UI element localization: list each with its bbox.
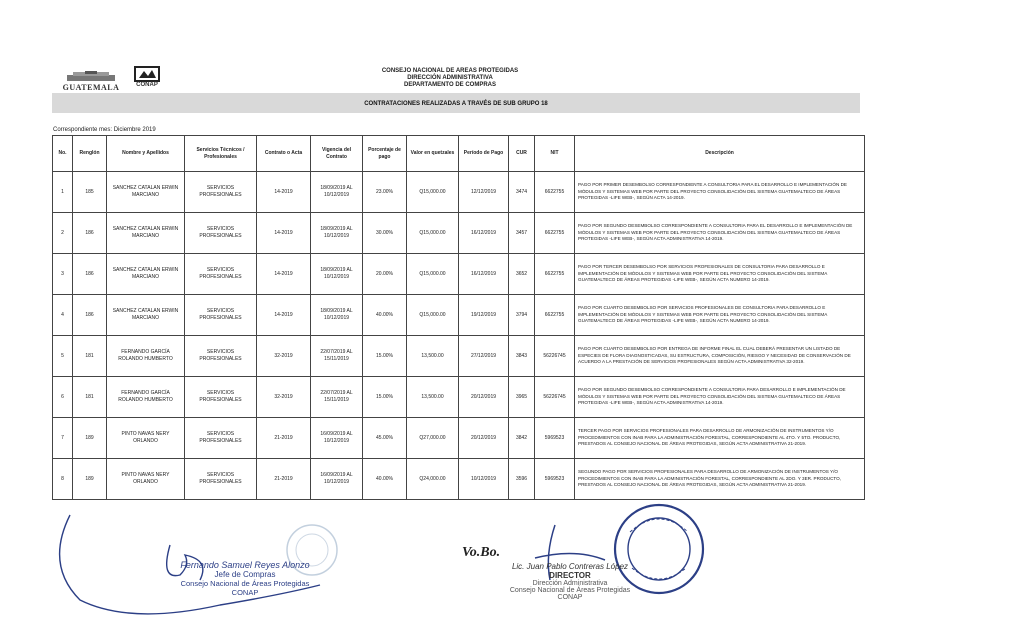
title-band [52,93,860,113]
description-cell: TERCER PAGO POR SERVICIOS PROFESIONALES PARA DESARROLLO DE ARMONIZACIÓN DE INSTRUMENTOS Y/O PROCEDIMIENTOS CON INAB PARA LA ADMINISTRACIÓN FORESTAL, CORRESPONDIENTE AL 4TO. Y 5TO. PRODUCTO, PRESTADOS AL CONSEJO NACIONAL DE ÁREAS PROTEGIDAS, SEGÚN ACTA ADMINISTRATIVA 21-2019. [575,418,865,459]
service-cell: SERVICIOS PROFESIONALES [185,459,257,500]
payment-date-cell: 16/12/2019 [459,213,509,254]
name-cell: FERNANDO GARCÍA ROLANDO HUMBERTO [107,336,185,377]
row-number: 8 [53,459,73,500]
guatemala-logo [62,68,120,92]
description-cell: PAGO POR PRIMER DESEMBOLSO CORRESPONDIENTE A CONSULTORIA PARA EL DESARROLLO E IMPLEMENTACIÓN DE MÓDULOS Y SISTEMAS WEB POR PARTE DEL PROYECTO CONSOLIDACIÓN DEL SISTEMA GUATEMALTECO DE ÁREAS PROTEGIDAS -LIFE WEB-, SEGÚN ACTA 14-2019. [575,172,865,213]
name-cell: PINTO NAVAS NERY ORLANDO [107,459,185,500]
renglon-cell: 186 [73,254,107,295]
contract-cell: 32-2019 [257,336,311,377]
validity-cell: 22/07/2019 AL 15/11/2019 [311,377,363,418]
table-body [53,172,865,500]
contract-cell: 14-2019 [257,172,311,213]
amount-cell: Q24,000.00 [407,459,459,500]
col-header: No. [53,136,73,172]
percentage-cell: 23.00% [363,172,407,213]
service-cell: SERVICIOS PROFESIONALES [185,377,257,418]
description-cell: PAGO POR TERCER DESEMBOLSO POR SERVICIOS PROFESIONALES DE CONSULTORIA PARA DESARROLLO E IMPLEMENTACIÓN DE MÓDULOS Y SISTEMAS WEB POR PARTE DEL PROYECTO CONSOLIDACIÓN DEL SISTEMA GUATEMALTECO DE ÁREAS PROTEGIDAS -LIFE WEB-, SEGÚN ACTA NUMERO 14-2019. [575,254,865,295]
logo-area [62,66,164,92]
row-number: 3 [53,254,73,295]
payment-date-cell: 20/12/2019 [459,377,509,418]
cur-cell: 3965 [509,377,535,418]
name-cell: SANCHEZ CATALAN ERWIN MARCIANO [107,172,185,213]
right-signer-name: Lic. Juan Pablo Contreras López [511,562,629,571]
left-signer-role: Jefe de Compras [214,570,276,579]
validity-cell: 16/09/2019 AL 10/12/2019 [311,459,363,500]
amount-cell: Q27,000.00 [407,418,459,459]
table-row [53,459,865,500]
guatemala-logo-text: GUATEMALA [62,83,120,92]
amount-cell: Q15,000.00 [407,254,459,295]
cur-cell: 3794 [509,295,535,336]
nit-cell: 56226745 [535,336,575,377]
conap-logo-text: CONAP [136,82,158,88]
payment-date-cell: 12/12/2019 [459,172,509,213]
renglon-cell: 189 [73,418,107,459]
right-signer-org-short: CONAP [557,594,583,601]
row-number: 5 [53,336,73,377]
right-signer-dept: Dirección Administrativa [532,580,608,587]
conap-logo [130,66,164,92]
cur-cell: 3596 [509,459,535,500]
right-signature-block [490,562,650,601]
nit-cell: 5969523 [535,459,575,500]
amount-cell: Q15,000.00 [407,172,459,213]
cur-cell: 3842 [509,418,535,459]
cur-cell: 3652 [509,254,535,295]
validity-cell: 22/07/2019 AL 15/11/2019 [311,336,363,377]
left-signer-name: Fernando Samuel Reyes Alonzo [180,560,310,570]
description-cell: PAGO POR CUARTO DESEMBOLSO POR ENTREGA DE INFORME FINAL EL CUAL DEBERÁ PRESENTAR UN LISTADO DE ESPECIES DE FLORA DIAGNOSTICADAS, SU ESTRUCTURA, COMPOSICIÓN, RIESGO Y NECESIDAD DE CONSERVACIÓN DE ACUERDO A LA PRESTACIÓN DE SERVICIOS PROFESIONALES SEGÚN ACTA ADMINISTRATIVA 32-2019. [575,336,865,377]
validity-cell: 18/09/2019 AL 10/12/2019 [311,213,363,254]
percentage-cell: 30.00% [363,213,407,254]
payment-date-cell: 19/12/2019 [459,295,509,336]
contract-cell: 21-2019 [257,418,311,459]
name-cell: SANCHEZ CATALAN ERWIN MARCIANO [107,213,185,254]
service-cell: SERVICIOS PROFESIONALES [185,213,257,254]
payment-date-cell: 27/12/2019 [459,336,509,377]
percentage-cell: 45.00% [363,418,407,459]
payment-date-cell: 16/12/2019 [459,254,509,295]
description-cell: PAGO POR SEGUNDO DESEMBOLSO CORRESPONDIENTE A CONSULTORIA PARA DESARROLLO E IMPLEMENTACIÓN DE MÓDULOS Y SISTEMAS WEB POR PARTE DEL PROYECTO CONSOLIDACIÓN DEL SISTEMA GUATEMALTECO DE ÁREAS PROTEGIDAS -LIFE WEB-, SEGÚN ACTA ADMINISTRATIVA 14-2019. [575,377,865,418]
percentage-cell: 20.00% [363,254,407,295]
percentage-cell: 40.00% [363,459,407,500]
col-header: NIT [535,136,575,172]
col-header: Valor en quetzales [407,136,459,172]
name-cell: FERNANDO GARCÍA ROLANDO HUMBERTO [107,377,185,418]
row-number: 4 [53,295,73,336]
col-header: CUR [509,136,535,172]
service-cell: SERVICIOS PROFESIONALES [185,254,257,295]
report-title: CONTRATACIONES REALIZADAS A TRAVÉS DE SUB GRUPO 18 [364,101,548,107]
nit-cell: 5969523 [535,418,575,459]
table-row [53,295,865,336]
table-row [53,336,865,377]
payment-date-cell: 10/12/2019 [459,459,509,500]
percentage-cell: 15.00% [363,336,407,377]
description-cell: PAGO POR SEGUNDO DESEMBOLSO CORRESPONDIENTE A CONSULTORIA PARA EL DESARROLLO E IMPLEMENTACIÓN DE MÓDULOS Y SISTEMAS WEB POR PARTE DEL PROYECTO CONSOLIDACIÓN DEL SISTEMA GUATEMALTECO DE ÁREAS PROTEGIDAS -LIFE WEB-, SEGÚN ACTA ADMINISTRATIVA 14-2019. [575,213,865,254]
cur-cell: 3474 [509,172,535,213]
payment-date-cell: 20/12/2019 [459,418,509,459]
nit-cell: 6622755 [535,213,575,254]
nit-cell: 56226745 [535,377,575,418]
percentage-cell: 15.00% [363,377,407,418]
cur-cell: 3457 [509,213,535,254]
validity-cell: 18/09/2019 AL 10/12/2019 [311,295,363,336]
contract-cell: 32-2019 [257,377,311,418]
renglon-cell: 185 [73,172,107,213]
renglon-cell: 189 [73,459,107,500]
header-department: DEPARTAMENTO DE COMPRAS [403,82,496,88]
contracts-table [52,135,865,500]
validity-cell: 18/09/2019 AL 10/12/2019 [311,172,363,213]
report-period: Correspondiente mes: Diciembre 2019 [53,127,156,133]
validity-cell: 16/09/2019 AL 10/12/2019 [311,418,363,459]
contract-cell: 14-2019 [257,213,311,254]
name-cell: PINTO NAVAS NERY ORLANDO [107,418,185,459]
description-cell: SEGUNDO PAGO POR SERVICIOS PROFESIONALES PARA DESARROLLO DE ARMONIZACIÓN DE INSTRUMENTOS Y/O PROCEDIMIENTOS CON INAB PARA LA ADMINISTRACIÓN FORESTAL, CORRESPONDIENTE AL 2DO. Y 3ER. PRODUCTO, PRESTADOS AL CONSEJO NACIONAL DE ÁREAS PROTEGIDAS, SEGÚN ACTA ADMINISTRATIVA 21-2019. [575,459,865,500]
table-row [53,213,865,254]
description-cell: PAGO POR CUARTO DESEMBOLSO POR SERVICIOS PROFESIONALES DE CONSULTORIA PARA DESARROLLO E IMPLEMENTACIÓN DE MÓDULOS Y SISTEMAS WEB POR PARTE DEL PROYECTO CONSOLIDACIÓN DEL SISTEMA GUATEMALTECO DE ÁREAS PROTEGIDAS -LIFE WEB-, SEGÚN ACTA NUMERO 14-2019. [575,295,865,336]
name-cell: SANCHEZ CATALAN ERWIN MARCIANO [107,254,185,295]
contract-cell: 21-2019 [257,459,311,500]
table-row [53,377,865,418]
right-signer-org: Consejo Nacional de Áreas Protegidas [509,587,631,594]
amount-cell: Q15,000.00 [407,295,459,336]
row-number: 7 [53,418,73,459]
amount-cell: Q15,000.00 [407,213,459,254]
table-row [53,254,865,295]
col-header: Renglón [73,136,107,172]
row-number: 2 [53,213,73,254]
conap-emblem-icon [134,66,160,82]
renglon-cell: 181 [73,377,107,418]
nit-cell: 6622755 [535,295,575,336]
contract-cell: 14-2019 [257,295,311,336]
vobo-label: Vo.Bo. [462,545,501,560]
nit-cell: 6622755 [535,172,575,213]
header-direction: DIRECCIÓN ADMINISTRATIVA [407,75,493,81]
left-signer-org-short: CONAP [231,588,259,597]
name-cell: SANCHEZ CATALAN ERWIN MARCIANO [107,295,185,336]
validity-cell: 18/09/2019 AL 10/12/2019 [311,254,363,295]
row-number: 1 [53,172,73,213]
table-header-row [53,136,865,172]
amount-cell: 13,500.00 [407,377,459,418]
service-cell: SERVICIOS PROFESIONALES [185,418,257,459]
left-signer-org: Consejo Nacional de Áreas Protegidas [180,579,310,588]
right-signer-role: DIRECTOR [549,571,591,580]
col-header: Servicios Técnicos / Profesionales [185,136,257,172]
left-signature-block [130,560,360,597]
col-header: Porcentaje de pago [363,136,407,172]
col-header: Contrato o Acta [257,136,311,172]
col-header: Período de Pago [459,136,509,172]
renglon-cell: 186 [73,295,107,336]
table-row [53,172,865,213]
cur-cell: 3843 [509,336,535,377]
amount-cell: 13,500.00 [407,336,459,377]
contract-cell: 14-2019 [257,254,311,295]
renglon-cell: 186 [73,213,107,254]
guatemala-emblem-icon [65,71,117,83]
service-cell: SERVICIOS PROFESIONALES [185,336,257,377]
col-header: Nombre y Apellidos [107,136,185,172]
row-number: 6 [53,377,73,418]
percentage-cell: 40.00% [363,295,407,336]
header-org: CONSEJO NACIONAL DE AREAS PROTEGIDAS [381,68,519,74]
col-header: Vigencia del Contrato [311,136,363,172]
table-row [53,418,865,459]
nit-cell: 6622755 [535,254,575,295]
renglon-cell: 181 [73,336,107,377]
col-header: Descripción [575,136,865,172]
service-cell: SERVICIOS PROFESIONALES [185,295,257,336]
service-cell: SERVICIOS PROFESIONALES [185,172,257,213]
